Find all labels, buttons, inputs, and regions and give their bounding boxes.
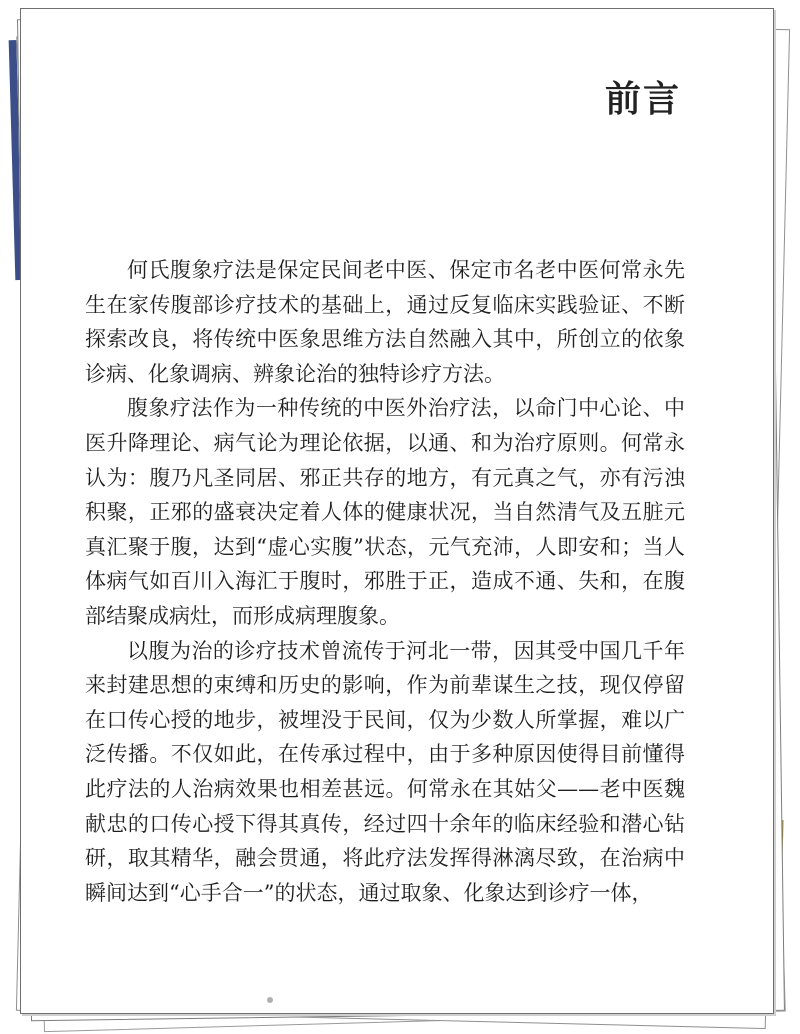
paragraph: 何氏腹象疗法是保定民间老中医、保定市名老中医何常永先生在家传腹部诊疗技术的基础上，通过反复临床实践验证、不断探索改良，将传统中医象思维方法自然融入其中，所创立的依象诊病、化象调病、辨象论治的独特诊疗方法。	[85, 258, 685, 386]
page-dot-mark	[267, 997, 273, 1003]
page-title: 前言	[604, 78, 681, 120]
paragraph: 以腹为治的诊疗技术曾流传于河北一带，因其受中国几千年来封建思想的束缚和历史的影响，作为前辈谋生之技，现仅停留在口传心授的地步，被埋没于民间，仅为少数人所掌握，难以广泛传播。不仅如此，在传承过程中，由于多种原因使得目前懂得此疗法的人治病效果也相差甚远。何常永在其姑父——老中医魏献忠的口传心授下得其真传，经过四十余年的临床经验和潜心钻研，取其精华，融会贯通，将此疗法发挥得淋漓尽致，在治病中瞬间达到“心手合一”的状态，通过取象、化象达到诊疗一体，	[85, 638, 685, 905]
front-page	[20, 8, 774, 1014]
preface-body	[85, 253, 685, 910]
paragraph: 腹象疗法作为一种传统的中医外治疗法，以命门中心论、中医升降理论、病气论为理论依据，以通、和为治疗原则。何常永认为：腹乃凡圣同居、邪正共存的地方，有元真之气，亦有污浊积聚，正邪的盛衰决定着人体的健康状况，当自然清气及五脏元真汇聚于腹，达到“虚心实腹”状态，元气充沛，人即安和；当人体病气如百川入海汇于腹时，邪胜于正，造成不通、失和，在腹部结聚成病灶，而形成病理腹象。	[85, 396, 685, 628]
